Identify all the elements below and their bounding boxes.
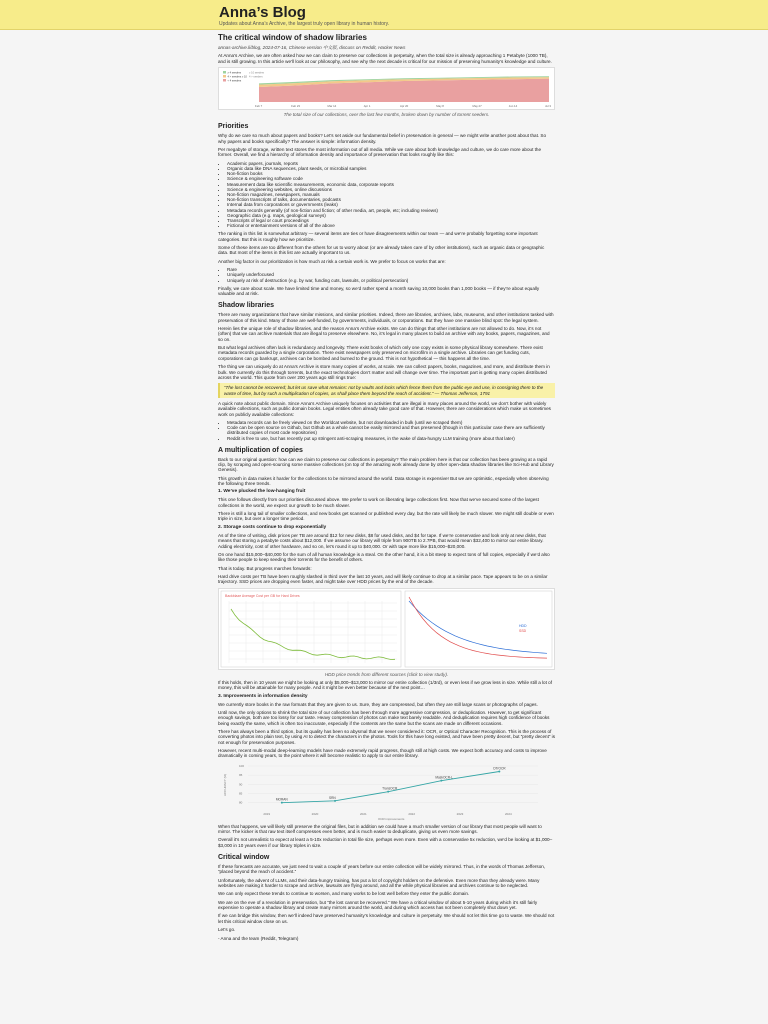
trend2-p2: On one hand $15,000–$40,000 for the sum of all human knowledge is a steal. On the other hand, it is a bit steep to expect tons of full copies, especially if we’d also like those people to keep seeding their torrents for the benefit of others. <box>218 551 550 563</box>
article-meta: annas-archive.li/blog, 2024-07-16, Chinese version 中文版, discuss on Reddit, Hacker News <box>218 45 406 50</box>
legend-label: 4 > seeders <box>249 75 263 79</box>
x-tick-label: Apr 1 <box>363 104 371 109</box>
hdd-price-charts[interactable] <box>218 588 555 670</box>
point-label: MaskOCR-L <box>435 775 453 780</box>
article <box>218 31 555 1024</box>
point-label: SRN <box>329 795 336 800</box>
collection-size-chart <box>218 67 555 110</box>
list-item: • Rare <box>227 267 555 272</box>
shadow-p5: A quick note about public domain. Since Anna’s Archive uniquely focuses on activities that are illegal in many places around the world, we don’t bother with widely available collections, such as public domain books. Legal entities often already take good care of that. However, there are considerations which make us sometimes work on publicly available collections: <box>218 400 551 417</box>
priorities-p2: Per megabyte of storage, written text stores the most information out of all media. While we care about both knowledge and culture, we do care more about the former. Overall, we find a hierarchy of information density and importance of preservation that looks roughly like this: <box>218 147 542 158</box>
trend3-p6: Overall it’s not unrealistic to expect at least a 5-10x reduction in total file size, perhaps even more. Even with a conservative 5x reduction, we’d be looking at $1,000–$3,000 in 10 years even if our library triples in size. <box>218 837 553 848</box>
point-label: DTrOCR <box>493 766 506 771</box>
copies-heading: A multiplication of copies <box>218 446 303 454</box>
x-tick-label: 2023 <box>456 811 464 816</box>
legend-swatch <box>223 71 226 74</box>
x-tick-label: Jun 14 <box>508 104 518 109</box>
legend-label: 4 > seeders ≥ 10 <box>227 75 247 79</box>
x-tick-label: May 8 <box>436 104 444 109</box>
y-tick-label: 100 <box>239 763 245 768</box>
priorities-p1: Why do we care so much about papers and books? Let’s set aside our fundamental belief in preservation in general — we might write another post about that. So why papers and books specifically? The answer is simple: information density. <box>218 133 547 144</box>
list-item: • Academic papers, journals, reports <box>227 161 555 166</box>
public-domain-list <box>227 420 555 441</box>
shadow-heading: Shadow libraries <box>218 302 275 310</box>
x-tick-label: Feb 7 <box>255 104 263 109</box>
blog-title-link[interactable]: Anna’s Blog <box>219 4 306 21</box>
list-item: • Uniquely underfocused <box>227 272 555 277</box>
y-tick-label: 80 <box>239 800 243 805</box>
list-item: • Non-fiction books <box>227 171 555 176</box>
hdd-right-panel <box>405 591 552 667</box>
hdd-left-panel <box>221 591 401 667</box>
risk-list <box>227 267 555 283</box>
shadow-p3: But what legal archives often lack is redundancy and longevity. There exist books of which only one copy exists in some physical library somewhere. There exist metadata records guarded by a single corporation. There exist newspapers only preserved on microfilm in a single archive. Libraries can get funding cuts, corporations can go bankrupt, archives can be bombed and burned to the ground. This is not hypothetical — this happens all the time. <box>218 345 543 361</box>
critical-p3: We can only expect these trends to continue to worsen, and many works to be lost well before they enter the public domain. <box>218 891 470 897</box>
trend2-p1: As of the time of writing, disk prices per TB are around $12 for new disks, $8 for used disks, and $4 for tape. If we’re conservative and look only at new disks, that means that storing a petabyte costs about $12,000. If we assume our library will triple from 900TB to 2.7PB, that would mean $32,400 to mirror our entire library. Adding electricity, cost of other hardware, and so on, let’s round it up to $40,000. Or with tape more like $15,000–$20,000. <box>218 532 546 549</box>
trend3-heading: 3. Improvements in information density <box>218 693 308 699</box>
priorities-p3: The ranking in this list is somewhat arbitrary — several items are ties or have disagreements within our team — and we’re probably forgetting some important categories. But this is roughly how we prioritize. <box>218 231 538 242</box>
y-axis-label: ACCURACY (%) <box>223 773 227 796</box>
list-item: • Organic data like DNA sequences, plant seeds, or microbial samples <box>227 166 555 171</box>
point-label: TransOCR <box>382 786 398 791</box>
blog-header <box>0 0 768 30</box>
y-tick-label: 90 <box>239 782 243 787</box>
signature: - Anna and the team (Reddit, Telegram) <box>218 935 299 941</box>
critical-heading: Critical window <box>218 854 270 862</box>
list-item: • Geographic data (e.g. maps, geological surveys) <box>227 213 555 218</box>
trend3-p5: When that happens, we will likely still preserve the original files, but in addition we could have a much smaller version of our library that most people will want to mirror. The kicker is that raw text itself compresses even better, and is much easier to deduplicate, giving us even more savings. <box>218 823 542 835</box>
hdd-legend-ssd: SSD <box>519 628 527 633</box>
critical-p5: If we can bridge this window, then we’ll indeed have preserved humanity’s knowledge and culture in perpetuity. We should not let this time go to waste. We should not let this critical window close on us. <box>218 913 555 924</box>
copies-p1: Back to our original question: how can we claim to preserve our collections in perpetuity? The main problem here is that our collection has been growing at a rapid clip, by scraping and open-sourcing some massive collections (on top of the amazing work already done by other open-data shadow libraries like Sci-Hub and Library Genesis). <box>218 456 554 473</box>
x-tick-label: 2019 <box>263 811 271 816</box>
trend3-p3: There has always been a third option, but its quality has been so abysmal that we never considered it: OCR, or Optical Character Recognition. This is the process of converting photos into plain text, by using AI to detect the characters in the photos. Tools for this have long existed, and have been pretty decent, but “pretty decent” is not enough for preservation purposes. <box>218 728 555 745</box>
list-item: • Reddit is free to use, but has recently put up stringent anti-scraping measures, in the wake of data-hungry LLM training (more about that later) <box>227 436 555 441</box>
critical-p4: We are on the eve of a revolution in preservation, but “the lost cannot be recovered.” We have a critical window of about 5-10 years during which it’s still fairly expensive to operate a shadow library and create many mirrors around the world, and during which access has not been completely shut down yet. <box>218 899 538 911</box>
point-label: MORAN <box>275 797 288 802</box>
legend-label: < 4 seeders <box>227 79 242 83</box>
data-point <box>387 790 389 792</box>
list-item: • Transcripts of legal or court proceedings <box>227 218 555 223</box>
critical-p6: Let’s go. <box>218 927 236 933</box>
shadow-p4: The thing we can uniquely do at Anna’s Archive is store many copies of works, at scale. We can collect papers, books, magazines, and more, and distribute them in bulk. We currently do this through torrents, but the exact technologies don’t matter and will change over time. The important part is getting many copies distributed across the world. This quote from over 200 years ago still rings true: <box>218 364 550 380</box>
y-tick-label: 85 <box>239 791 243 796</box>
list-item: • Internal data from corporations or governments (leaks) <box>227 202 555 207</box>
data-point <box>440 779 442 781</box>
list-item: • Measurement data like scientific measurements, economic data, corporate reports <box>227 182 555 187</box>
list-item: • Non-fiction transcripts of talks, documentaries, podcasts <box>227 197 555 202</box>
ocr-accuracy-chart-svg <box>218 762 553 822</box>
figure1-caption: The total size of our collections, over the last few months, broken down by number of torrent seeders. <box>283 112 490 118</box>
figure2-caption: HDD price trends from different sources (click to view study). <box>324 671 449 677</box>
critical-p1: If these forecasts are accurate, we just need to wait a couple of years before our entire collection will be widely mirrored. Thus, in the words of Thomas Jefferson, “placed beyond the reach of accident.” <box>218 864 546 875</box>
article-title: The critical window of shadow libraries <box>218 33 367 42</box>
list-item: • Fictional or entertainment versions of all of the above <box>227 223 555 228</box>
x-tick-label: 2021 <box>360 811 367 816</box>
trend1-heading: 1. We’ve plucked the low-hanging fruit <box>218 489 306 495</box>
data-point <box>281 801 283 803</box>
trend1-p1: This one follows directly from our priorities discussed above. We prefer to work on liberating large collections first. Now that we’ve secured some of the largest collections in the world, we expect our growth to be much slower. <box>218 497 539 508</box>
list-item: • Uniquely at risk of destruction (e.g. by war, funding cuts, lawsuits, or political persecution) <box>227 278 555 283</box>
data-point <box>498 770 500 772</box>
x-tick-label: 2020 <box>311 811 319 816</box>
list-item: • Science & engineering software code <box>227 176 555 181</box>
shadow-p2: Herein lies the unique role of shadow libraries, and the reason Anna’s Archive exists. We can do things that other institutions are not allowed to do. Now, it’s not (often) that we can archive materials that are illegal to preserve elsewhere. No, it’s legal in many places to build an archive with any books, papers, magazines, and so on. <box>218 326 550 342</box>
x-tick-label: May 27 <box>472 104 482 109</box>
priorities-p6: Finally, we care about scale. We have limited time and money, so we’d rather spend a month saving 10,000 books than 1,000 books — if they’re about equally valuable and at risk. <box>218 285 540 297</box>
list-item: • Science & engineering websites, online discussions <box>227 187 555 192</box>
x-tick-label: Jul 3 <box>545 104 551 109</box>
trend3-p1: We currently store books in the raw formats that they are given to us. Sure, they are compressed, but often they are still large scans or photographs of pages. <box>218 701 538 707</box>
legend-label: ≥ 4 seeders <box>227 71 242 75</box>
trend3-p2: Until now, the only options to shrink the total size of our collection has been through more aggressive compression, or deduplication. However, to get significant enough savings, both are too lossy for our taste. Heavy compression of photos can make text barely readable. And deduplication requires high confidence of books being exactly the same, which is often too inaccurate, especially if the contents are the same but the scans are made on different occasions. <box>218 709 550 726</box>
list-item: • Non-fiction magazines, newspapers, manuals <box>227 192 555 197</box>
ocr-accuracy-chart <box>218 762 555 822</box>
trend2-p5: If this holds, then in 10 years we might be looking at only $5,000–$13,000 to mirror our entire collection (1/3rd), or even less if we grow less in size. While still a lot of money, this will be attainable for many people. And it might be even better because of the next point… <box>218 679 552 691</box>
x-tick-label: Apr 20 <box>400 104 409 109</box>
jefferson-quote: “The lost cannot be recovered; but let us save what remains: not by vaults and locks which fence them from the public eye and use, in consigning them to the waste of time, but by such a multiplication of copies, as shall place them beyond the reach of accident.” — Thomas Jefferson, 1791 <box>218 383 555 398</box>
hdd-price-charts-svg <box>219 589 554 669</box>
x-axis-label: OCR improvements <box>378 816 405 821</box>
collection-size-chart-svg <box>219 68 554 109</box>
x-tick-label: 2024 <box>505 811 512 816</box>
x-tick-label: 2022 <box>408 811 416 816</box>
trend2-p3: That is today. But progress marches forwards: <box>218 565 312 571</box>
priorities-list <box>227 161 555 229</box>
legend-swatch <box>223 79 226 82</box>
list-item: • Metadata records generally (of non-fiction and fiction; of other media, art, people, etc; including reviews) <box>227 208 555 213</box>
trend1-p2: There is still a long tail of smaller collections, and new books get scanned or published every day, but the rate will likely be much slower. We might still double or even triple in size, but over a longer time period. <box>218 511 554 522</box>
critical-p2: Unfortunately, the advent of LLMs, and their data-hungry training, has put a lot of copyright holders on the defensive. Even more than they already were. Many websites are making it harder to scrape and archive, lawsuits are flying around, and all the while physical libraries and archives continue to be neglected. <box>218 877 540 889</box>
shadow-p1: There are many organizations that have similar missions, and similar priorities. Indeed, there are libraries, archives, labs, museums, and other institutions tasked with preservation of this kind. Many of those are well-funded, by governments, individuals, or corporations. But they have one massive blind spot: the legal system. <box>218 312 554 323</box>
blog-tagline: Updates about Anna’s Archive, the largest truly open library in human history. <box>219 21 390 27</box>
legend-swatch <box>223 75 226 78</box>
x-tick-label: Mar 14 <box>327 104 337 109</box>
list-item: • Metadata records can be freely viewed on the Worldcat website, but not downloaded in bulk (until we scraped them) <box>227 420 555 425</box>
hdd-left-title: Backblaze Average Cost per GB for Hard Drives <box>225 593 300 598</box>
priorities-p4: Some of these items are too different from the others for us to worry about (or are already taken care of by other institutions), such as organic data or geographic data. But most of the items in this list are actually important to us. <box>218 245 545 256</box>
trend3-p4: However, recent multi-modal deep-learning models have made extremely rapid progress, though still at high costs. We expect both accuracy and costs to improve dramatically in coming years, to the point where it will become realistic to apply to our entire library. <box>218 748 547 759</box>
priorities-p5: Another big factor in our prioritization is how much at risk a certain work is. We prefer to focus on works that are: <box>218 258 446 264</box>
intro-paragraph: At Anna’s Archive, we are often asked how we can claim to preserve our collections in perpetuity, when the total size is already approaching 1 Petabyte (1000 TB), and is still growing. In this article we’ll look at our philosophy, and see why the next decade is critical for our mission of preserving humanity’s knowledge and culture. <box>218 53 552 64</box>
trend2-p4: Hard drive costs per TB have been roughly slashed in third over the last 10 years, and will likely continue to drop at a similar pace. Tape appears to be on a similar trajectory. SSD prices are dropping even faster, and might take over HDD prices by the end of the decade. <box>218 573 548 585</box>
trend2-heading: 2. Storage costs continue to drop exponentially <box>218 524 327 530</box>
x-tick-label: Feb 23 <box>291 104 300 109</box>
list-item: • Code can be open source on Github, but Github as a whole cannot be easily mirrored and thus preserved (though in this particular case there are sufficiently distributed copies of most code repositories) <box>227 425 555 435</box>
data-point <box>334 800 336 802</box>
hdd-legend-hdd: HDD <box>519 623 527 628</box>
copies-p2: This growth in data makes it harder for the collections to be mirrored around the world. Data storage is expensive! But we are optimistic, especially when observing the following three trends. <box>218 475 549 487</box>
y-tick-label: 95 <box>239 772 243 777</box>
legend-label: ≥ 10 seeders <box>249 71 264 75</box>
priorities-heading: Priorities <box>218 123 249 131</box>
